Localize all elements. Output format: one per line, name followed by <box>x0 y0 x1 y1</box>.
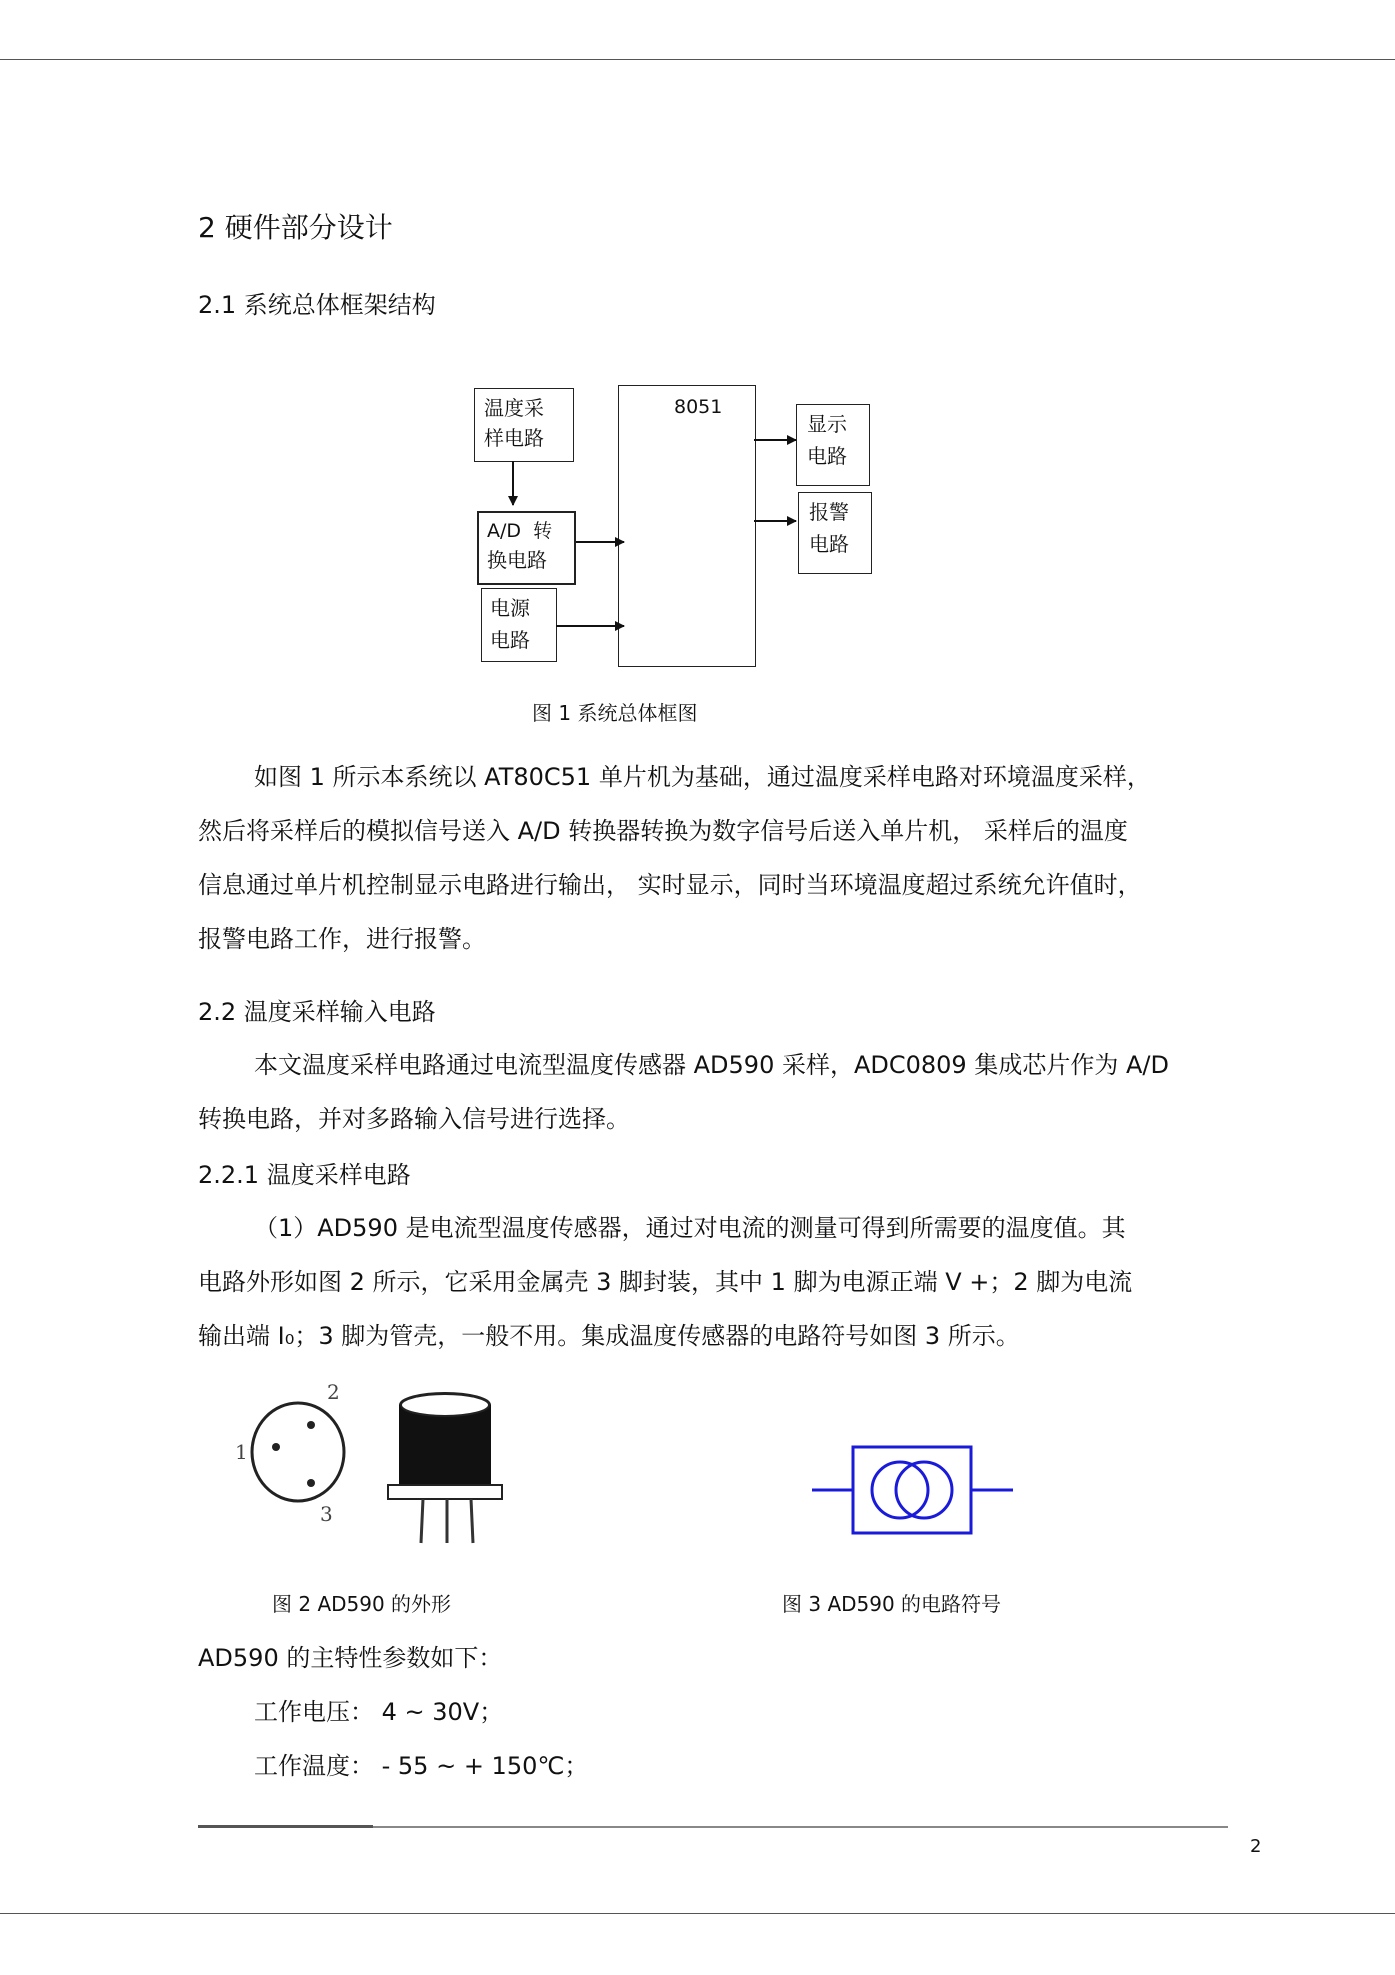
page-number: 2 <box>1250 1836 1262 1857</box>
alarm-label-line1: 报警 <box>809 500 849 524</box>
footer-rule-accent <box>198 1825 373 1828</box>
para1-line3: 信息通过单片机控制显示电路进行输出， 实时显示，同时当环境温度超过系统允许值时， <box>198 871 1142 899</box>
subsection-heading-2-2: 2.2 温度采样输入电路 <box>198 998 436 1026</box>
pin-dot-3 <box>307 1479 315 1487</box>
figure-2-caption: 图 2 AD590 的外形 <box>272 1592 452 1616</box>
sampling-label-line1: 温度采 <box>484 396 544 420</box>
bottom-rule <box>0 1913 1395 1914</box>
para2-line1: 本文温度采样电路通过电流型温度传感器 AD590 采样，ADC0809 集成芯片作为 A/D <box>254 1051 1169 1079</box>
alarm-label-line2: 电路 <box>809 532 849 556</box>
subsection-heading-2-2-1: 2.2.1 温度采样电路 <box>198 1161 411 1189</box>
power-label-line1: 电源 <box>490 596 530 620</box>
pin-label-2: 2 <box>327 1380 340 1404</box>
para1-line4: 报警电路工作，进行报警。 <box>198 925 486 953</box>
display-label-line1: 显示 <box>807 412 847 436</box>
para2-line2: 转换电路，并对多路输入信号进行选择。 <box>198 1105 630 1133</box>
package-flange <box>388 1485 502 1499</box>
mcu-label: 8051 <box>674 396 723 418</box>
adc-label-line1: A/D 转 <box>487 520 553 542</box>
power-label-line2: 电路 <box>490 628 530 652</box>
package-bottom-view <box>252 1403 344 1501</box>
param-temperature: 工作温度： - 55 ~ + 150℃； <box>254 1752 589 1780</box>
figure-1-caption: 图 1 系统总体框图 <box>532 701 698 725</box>
ad590-circuit-symbol <box>810 1440 1030 1540</box>
para3-line1: （1）AD590 是电流型温度传感器，通过对电流的测量可得到所需要的温度值。其 <box>254 1214 1126 1242</box>
param-voltage: 工作电压： 4 ~ 30V； <box>254 1698 504 1726</box>
pin-dot-1 <box>272 1443 280 1451</box>
pin-label-1: 1 <box>235 1440 248 1464</box>
section-heading: 2 硬件部分设计 <box>198 211 393 244</box>
sampling-label-line2: 样电路 <box>484 426 544 450</box>
pin-label-3: 3 <box>320 1502 333 1526</box>
subsection-heading-2-1: 2.1 系统总体框架结构 <box>198 291 436 319</box>
diagram-arrows <box>0 0 1395 700</box>
para3-line2: 电路外形如图 2 所示，它采用金属壳 3 脚封装，其中 1 脚为电源正端 V +；2 脚为电流 <box>198 1268 1133 1296</box>
para1-line1: 如图 1 所示本系统以 AT80C51 单片机为基础，通过温度采样电路对环境温度采样， <box>254 763 1151 791</box>
figure-3-caption: 图 3 AD590 的电路符号 <box>782 1592 1002 1616</box>
para3-line3: 输出端 I₀；3 脚为管壳，一般不用。集成温度传感器的电路符号如图 3 所示。 <box>198 1322 1020 1350</box>
display-label-line2: 电路 <box>807 444 847 468</box>
params-title: AD590 的主特性参数如下： <box>198 1644 503 1672</box>
pin-dot-2 <box>307 1421 315 1429</box>
adc-label-line2: 换电路 <box>487 548 547 572</box>
para1-line2: 然后将采样后的模拟信号送入 A/D 转换器转换为数字信号后送入单片机， 采样后的温度 <box>198 817 1128 845</box>
